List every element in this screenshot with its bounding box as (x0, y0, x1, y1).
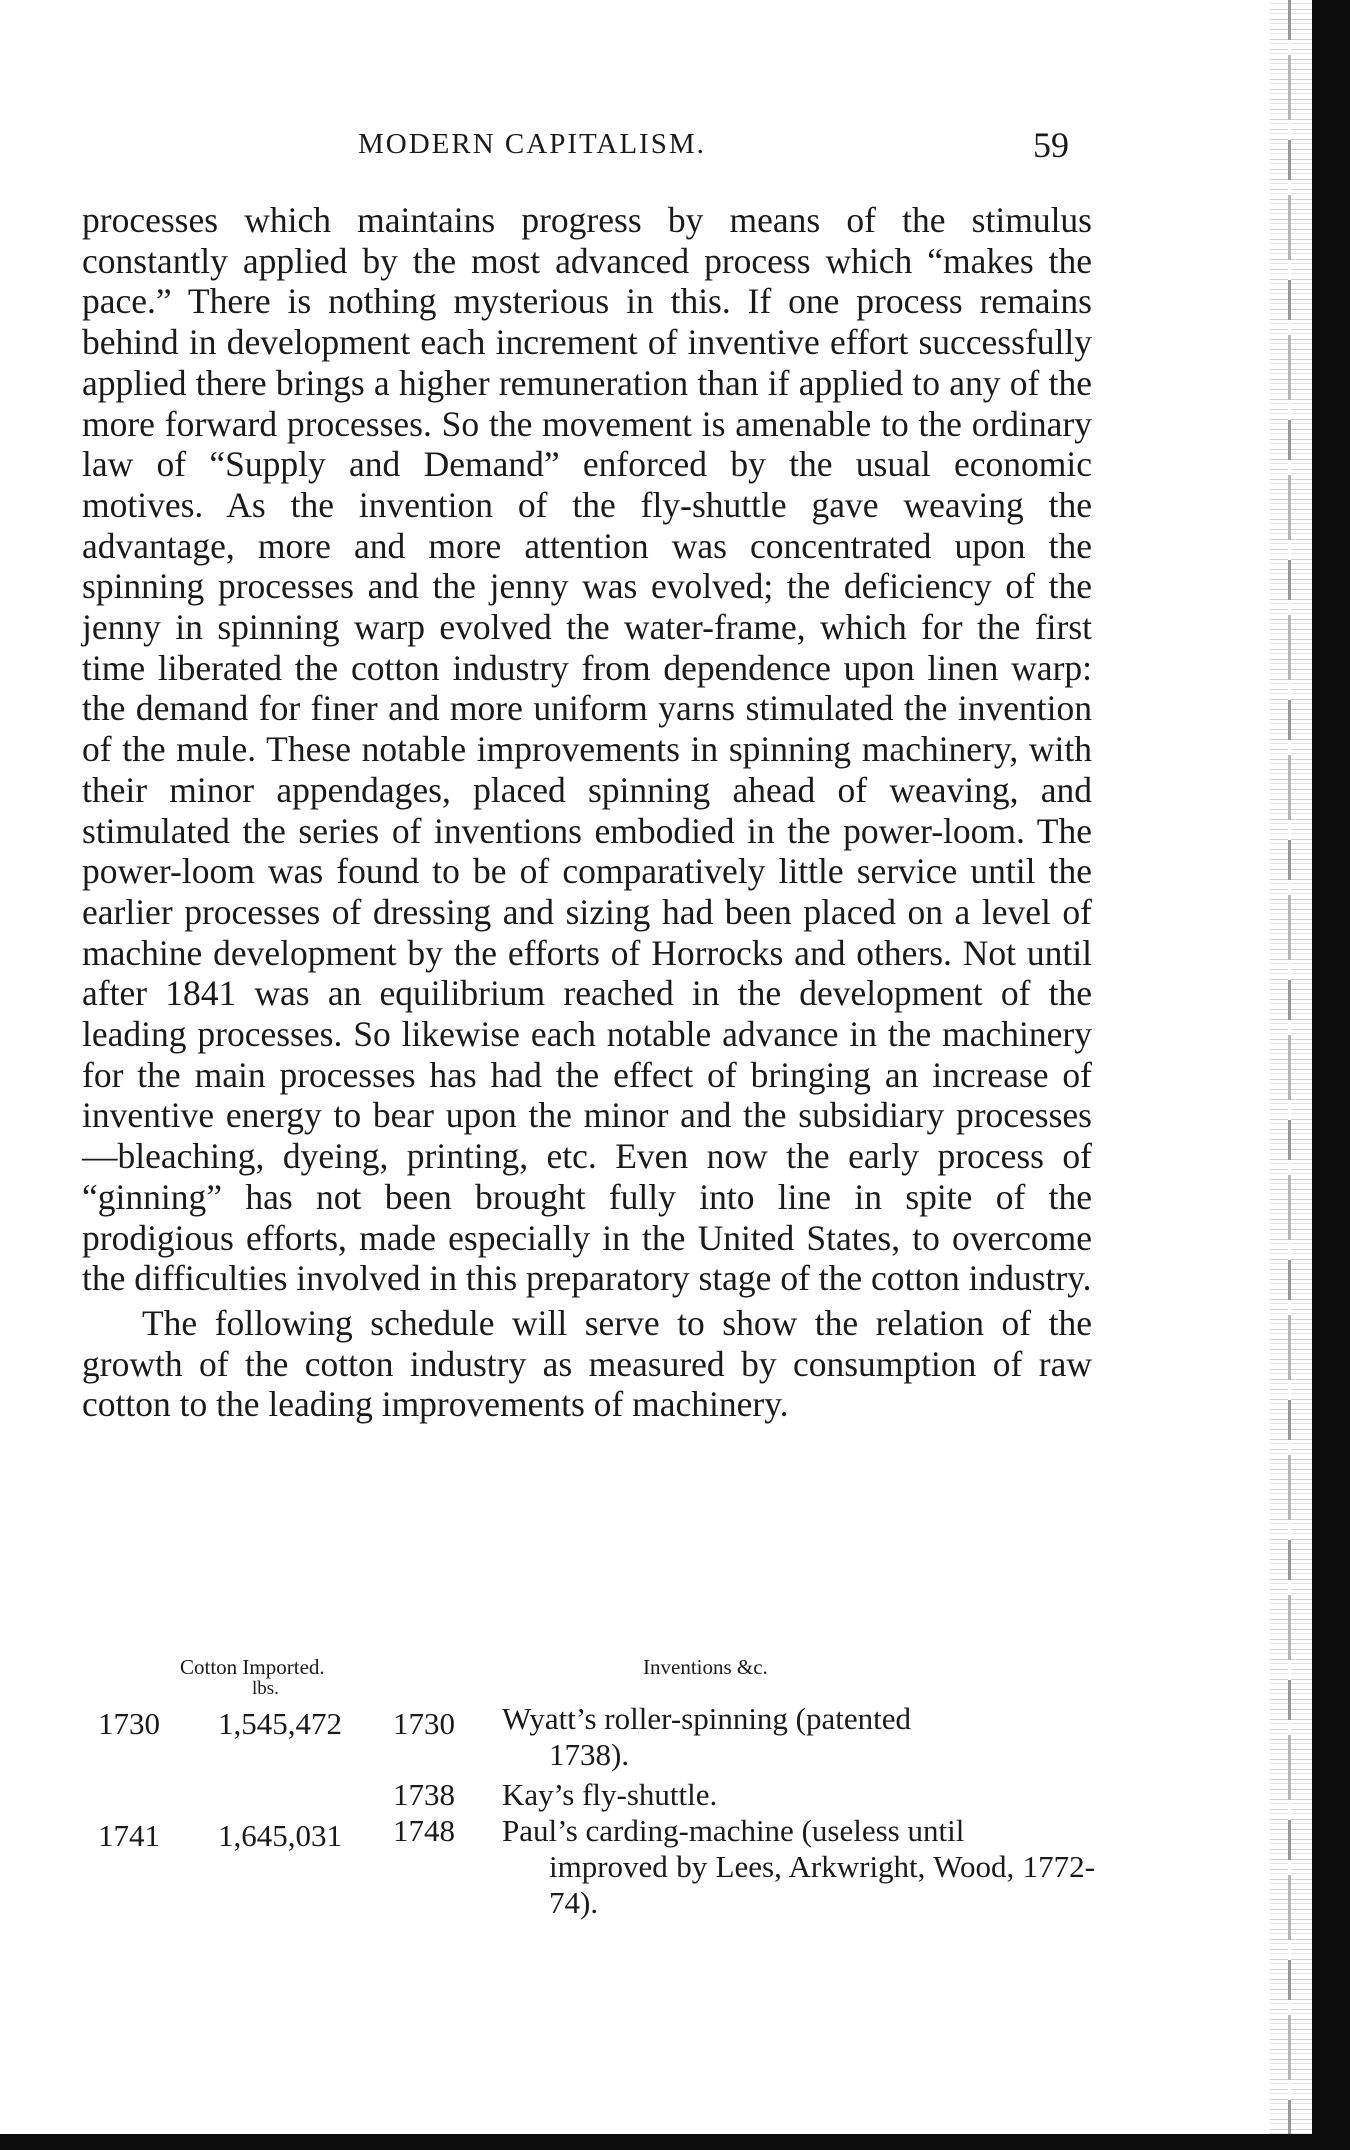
table-row-year: 1730 (98, 1706, 160, 1741)
invention-text-continued: improved by Lees, Arkwright, Wood, 1772-74). (549, 1849, 1095, 1920)
paragraph-1: processes which maintains progress by means of the stimulus constantly applied by the most advanced process which “makes the pace.” There is nothing mysterious in this. If one process remains behind in development each increment of inventive effort successfully applied there brings a higher remuneration than if applied to any of the more forward processes. So the movement is amenable to the ordinary law of “Supply and Demand” enforced by the usual economic motives. As the invention of the fly-shuttle gave weaving the advantage, more and more attention was concentrated upon the spinning processes and the jenny was evolved; the deficiency of the jenny in spinning warp evolved the water-frame, which for the first time liberated the cotton industry from dependence upon linen warp: the demand for finer and more uniform yarns stimulated the invention of the mule. These notable improvements in spinning machinery, with their minor appendages, placed spinning ahead of weaving, and stimulated the series of inventions embodied in the power-loom. The power-loom was found to be of comparatively little service until the earlier processes of dressing and sizing had been placed on a level of machine development by the efforts of Horrocks and others. Not until after 1841 was an equilibrium reached in the development of the leading processes. So likewise each notable advance in the machinery for the main processes has had the effect of bringing an increase of inventive energy to bear upon the minor and the subsidiary processes —bleaching, dyeing, printing, etc. Even now the early process of “ginning” has not been brought fully into line in spite of the prodigious efforts, made especially in the United States, to overcome the difficulties involved in this preparatory stage of the cotton industry. (82, 200, 1092, 1299)
scan-edge-stripes (1270, 0, 1312, 2150)
column-header-unit: lbs. (252, 1678, 279, 1699)
running-title: MODERN CAPITALISM. (358, 128, 706, 160)
scan-edge-right (1312, 0, 1350, 2150)
table-row-invention-year: 1730 (393, 1706, 455, 1741)
table-row-invention (502, 1701, 1095, 1773)
invention-text-continued: 1738). (549, 1737, 630, 1772)
invention-text: Wyatt’s roller-spinning (patented (502, 1701, 912, 1736)
table-row-invention (502, 1813, 1095, 1921)
main-text (82, 200, 1092, 1425)
table-row-invention-year: 1748 (393, 1813, 455, 1848)
table-row-amount: 1,545,472 (218, 1706, 342, 1741)
scan-edge-bottom (0, 2134, 1350, 2150)
table-row-invention-year: 1738 (393, 1777, 455, 1812)
page-number: 59 (1033, 125, 1069, 165)
table-row-year: 1741 (98, 1818, 160, 1853)
invention-text: Kay’s fly-shuttle. (502, 1777, 718, 1812)
invention-text: Paul’s carding-machine (useless until (502, 1813, 965, 1848)
column-header-cotton-imported: Cotton Imported. (180, 1655, 325, 1679)
column-header-inventions: Inventions &c. (643, 1655, 768, 1679)
paragraph-2: The following schedule will serve to show the relation of the growth of the cotton industry as measured by consumption of raw cotton to the leading improvements of machinery. (82, 1302, 1092, 1425)
table-row-invention (502, 1777, 1095, 1813)
table-row-amount: 1,645,031 (218, 1818, 342, 1853)
